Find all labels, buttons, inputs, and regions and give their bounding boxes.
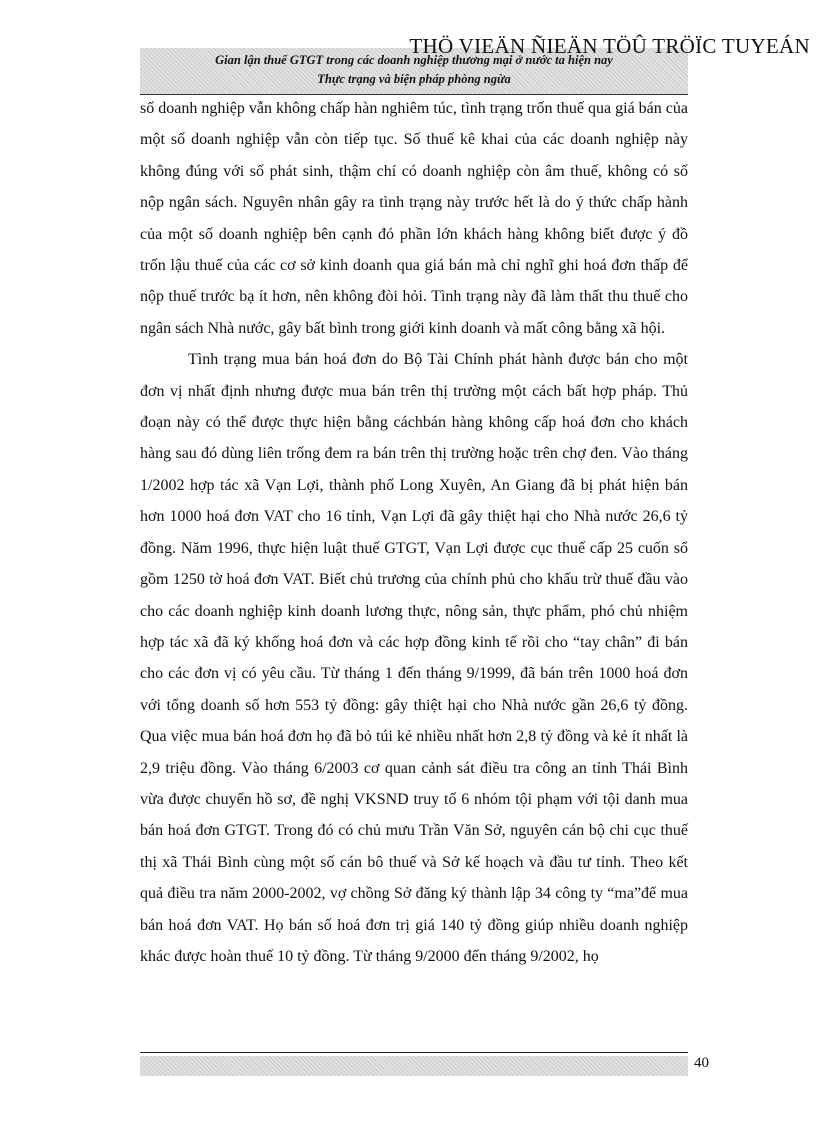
body-paragraph-2: Tình trạng mua bán hoá đơn do Bộ Tài Chính phát hành được bán cho một đơn vị nhất định nhưng được mua bán trên thị trường một cách bất hợp pháp. Thủ đoạn này có thể được thực hiện bằng cáchbán hàng không cấp hoá đơn cho khách hàng sau đó dùng liên trống đem ra bán trên thị trường hoặc trên chợ đen. Vào tháng 1/2002 hợp tác xã Vạn Lợi, thành phố Long Xuyên, An Giang đã bị phát hiện bán hơn 1000 hoá đơn VAT cho 16 tỉnh, Vạn Lợi đã gây thiệt hại cho Nhà nước 26,6 tỷ đồng. Năm 1996, thực hiện luật thuế GTGT, Vạn Lợi được cục thuế cấp 25 cuốn sổ gồm 1250 tờ hoá đơn VAT. Biết chủ trương của chính phủ cho khấu trừ thuế đầu vào cho các doanh nghiệp kinh doanh lương thực, nông sản, thực phẩm, phó chủ nhiệm hợp tác xã đã ký khống hoá đơn và các hợp đồng kinh tế rồi cho “tay chân” đi bán cho các đơn vị có yêu cầu. Từ tháng 1 đến tháng 9/1999, đã bán trên 1000 hoá đơn với tổng doanh số hơn 553 tỷ đồng: gây thiệt hại cho Nhà nước gần 26,6 tỷ đồng. Qua việc mua bán hoá đơn họ đã bỏ túi kẻ nhiều nhất hơn 2,8 tỷ đồng và kẻ ít nhất là 2,9 triệu đồng. Vào tháng 6/2003 cơ quan cảnh sát điều tra công an tỉnh Thái Bình vừa được chuyển hồ sơ, đề nghị VKSND truy tố 6 nhóm tội phạm với tội danh mua bán hoá đơn GTGT. Trong đó có chủ mưu Trần Văn Sở, nguyên cán bộ chi cục thuế thị xã Thái Bình cùng một số cán bô thuế và Sở kế hoạch và đầu tư tỉnh. Theo kết quả điều tra năm 2000-2002, vợ chồng Sở đăng ký thành lập 34 công ty “ma”để mua bán hoá đơn VAT. Họ bán số hoá đơn trị giá 140 tỷ đồng giúp nhiều doanh nghiệp khác được hoàn thuế 10 tỷ đồng. Từ tháng 9/2000 đến tháng 9/2002, họ (140, 351, 688, 965)
body-paragraph-1: số doanh nghiệp vẫn không chấp hàn nghiêm túc, tình trạng trốn thuế qua giá bán của một số doanh nghiệp vẫn còn tiếp tục. Số thuế kê khai của các doanh nghiệp này không đúng với số phát sinh, thậm chí có doanh nghiệp còn âm thuế, không có số nộp ngân sách. Nguyên nhân gây ra tình trạng này trước hết là do ý thức chấp hành của một số doanh nghiệp bên cạnh đó phần lớn khách hàng không biết được ý đồ trốn lậu thuế của các cơ sở kinh doanh qua giá bán mà chỉ nghĩ ghi hoá đơn thấp để nộp thuế trước bạ ít hơn, nên không đòi hỏi. Tình trạng này đã làm thất thu thuế cho ngân sách Nhà nước, gây bất bình trong giới kinh doanh và mất công bằng xã hội. (140, 100, 688, 337)
header-subtitle: Thực trạng và biện pháp phòng ngừa (317, 72, 511, 86)
page-number: 40 (694, 1055, 709, 1071)
header-title: Gian lận thuế GTGT trong các doanh nghiệp thương mại ở nước ta hiện nay (215, 53, 613, 67)
footer-divider (140, 1052, 688, 1053)
library-watermark: THÖ VIEÄN ÑIEÄN TÖÛ TRÖÏC TUYEÁN (409, 34, 810, 58)
footer-band (140, 1056, 688, 1076)
page-body (140, 93, 688, 972)
